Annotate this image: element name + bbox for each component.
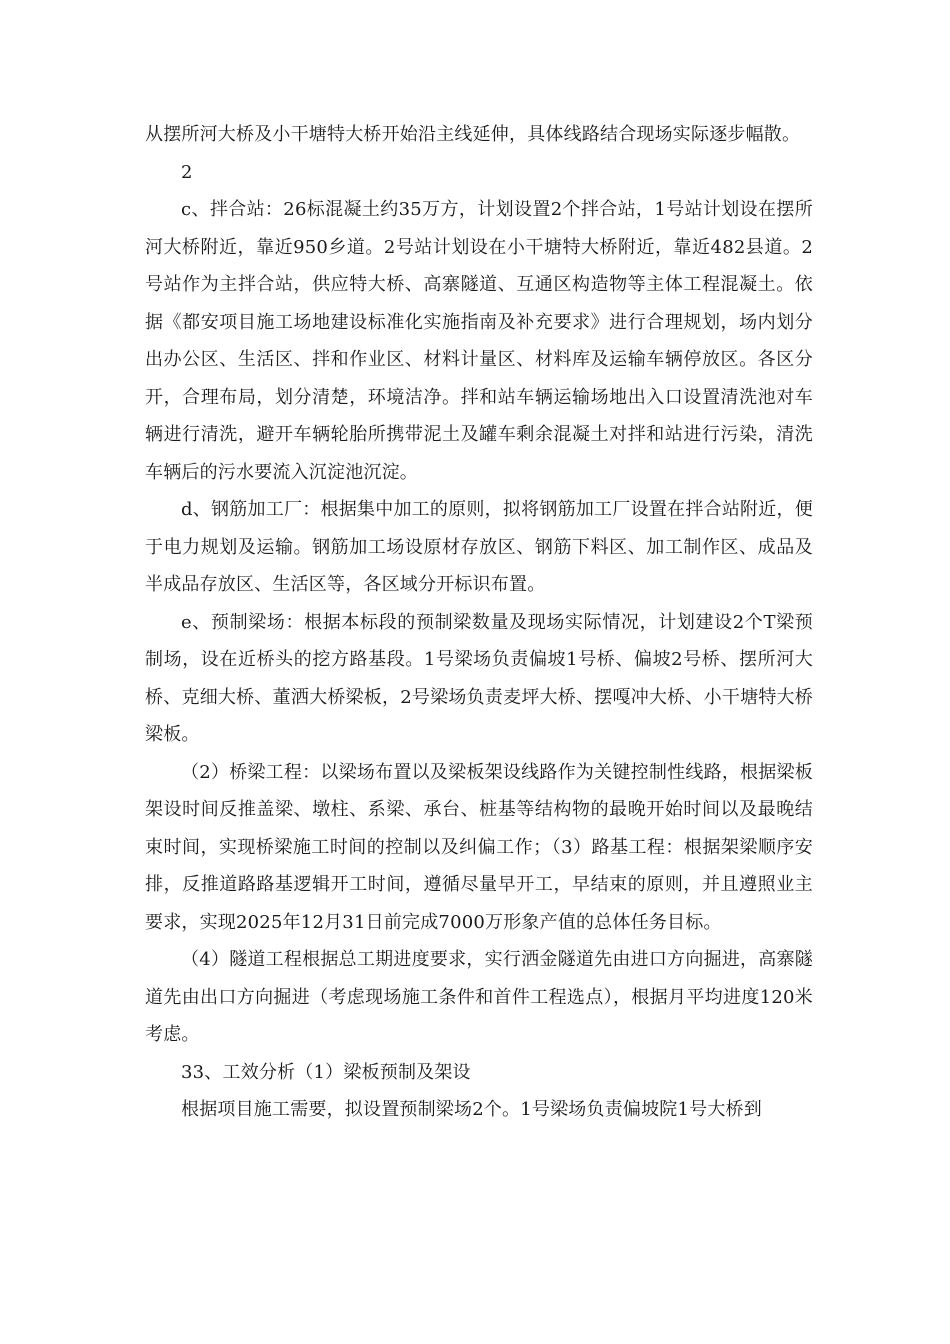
paragraph-mixing-station: c、拌合站：26标混凝土约35万方，计划设置2个拌合站，1号站计划设在摆所河大桥附近，靠近950乡道。2号站计划设在小干塘特大桥附近，靠近482县道。2号站作为主拌合站，供应特大桥、高寨隧道、互通区构造物等主体工程混凝土。依据《都安项目施工场地建设标准化实施指南及补充要求》进行合理规划，场内划分出办公区、生活区、拌和作业区、材料计量区、材料库及运输车辆停放区。各区分开，合理布局，划分清楚，环境洁净。拌和站车辆运输场地出入口设置清洗池对车辆进行清洗，避开车辆轮胎所携带泥土及罐车剩余混凝土对拌和站进行污染，清洗车辆后的污水要流入沉淀池沉淀。 (145, 199, 813, 483)
paragraph-continuation: 从摆所河大桥及小干塘特大桥开始沿主线延伸，具体线路结合现场实际逐步幅散。 (145, 124, 801, 145)
paragraph-precast-beam-yard: e、预制梁场：根据本标段的预制梁数量及现场实际情况，计划建设2个T梁预制场，设在近桥头的挖方路基段。1号梁场负责偏坡1号桥、偏坡2号桥、摆所河大桥、克细大桥、董洒大桥梁板，2号梁场负责麦坪大桥、摆嘎冲大桥、小干塘特大桥梁板。 (145, 611, 813, 745)
paragraph-tunnel-engineering: （4）隧道工程根据总工期进度要求，实行洒金隧道先由进口方向掘进，高寨隧道先由出口方向掘进（考虑现场施工条件和首件工程选点），根据月平均进度120米考虑。 (145, 949, 813, 1045)
paragraph-beam-yard-plan: 根据项目施工需要，拟设置预制梁场2个。1号梁场负责偏坡院1号大桥到 (181, 1099, 762, 1120)
document-body (145, 116, 813, 1129)
paragraph-bridge-engineering: （2）桥梁工程：以梁场布置以及梁板架设线路作为关键控制性线路，根据梁板架设时间反推盖梁、墩柱、系梁、承台、桩基等结构物的最晚开始时间以及最晚结束时间，实现桥梁施工时间的控制以及纠偏工作；（3）路基工程：根据架梁顺序安排，反推道路路基逻辑开工时间，遵循尽量早开工，早结束的原则，并且遵照业主要求，实现2025年12月31日前完成7000万形象产值的总体任务目标。 (145, 761, 813, 933)
section-heading-efficiency: 33、工效分析（1）梁板预制及架设 (181, 1061, 471, 1083)
paragraph-rebar-factory: d、钢筋加工厂：根据集中加工的原则，拟将钢筋加工厂设置在拌合站附近，便于电力规划及运输。钢筋加工场设原材存放区、钢筋下料区、加工制作区、成品及半成品存放区、生活区等，各区域分开标识布置。 (145, 499, 813, 595)
page-number-text: 2 (181, 161, 193, 183)
